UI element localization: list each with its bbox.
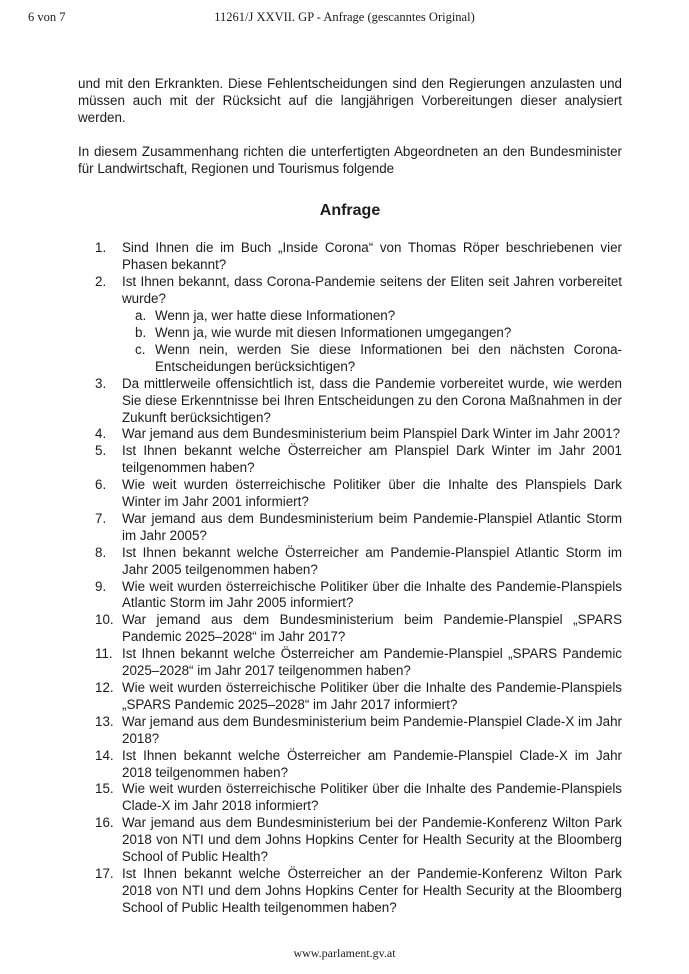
question-text: War jemand aus dem Bundesministerium beim Pandemie-Planspiel Clade-X im Jahr 2018? xyxy=(122,713,622,746)
question-number: 10. xyxy=(95,612,114,628)
page-footer xyxy=(0,946,689,961)
question-number: 11. xyxy=(95,646,113,662)
question-number: 12. xyxy=(95,680,114,695)
question-text: War jemand aus dem Bundesministerium bei der Pandemie-Konferenz Wilton Park 2018 von NTI und dem Johns Hopkins Center for Health Security at the Bloomberg School of Public Health? xyxy=(122,815,622,865)
footer-url: www.parlament.gv.at xyxy=(293,946,396,960)
question-number: 17. xyxy=(95,865,114,881)
question-item xyxy=(95,612,622,646)
document-header-title: 11261/J XXVII. GP - Anfrage (gescanntes Original) xyxy=(214,10,475,24)
question-number: 4. xyxy=(95,426,107,442)
question-text: War jemand aus dem Bundesministerium beim Pandemie-Planspiel Atlantic Storm im Jahr 2005? xyxy=(122,510,622,543)
question-text: Wie weit wurden österreichische Politiker über die Inhalte des Pandemie-Planspiels Atlantic Storm im Jahr 2005 informiert? xyxy=(122,578,622,611)
question-item xyxy=(95,866,622,917)
sub-question-item xyxy=(135,325,622,342)
question-item xyxy=(95,714,622,748)
question-number: 9. xyxy=(95,578,107,594)
question-item xyxy=(95,477,622,511)
sub-question-list xyxy=(135,308,622,376)
question-number: 13. xyxy=(95,713,114,729)
question-item xyxy=(95,781,622,815)
question-text: Ist Ihnen bekannt welche Österreicher am Pandemie-Planspiel „SPARS Pandemic 2025–2028“ im Jahr 2017 teilgenommen haben? xyxy=(122,646,622,679)
page-number: 6 von 7 xyxy=(28,10,66,24)
question-text: Ist Ihnen bekannt, dass Corona-Pandemie seitens der Eliten seit Jahren vorbereitet wurde? xyxy=(122,274,622,307)
sub-question-text: Wenn ja, wie wurde mit diesen Informationen umgegangen? xyxy=(155,324,512,340)
question-list xyxy=(78,240,622,916)
document-body xyxy=(78,76,622,917)
question-item xyxy=(95,426,622,443)
question-text: Wie weit wurden österreichische Politiker über die Inhalte des Planspiels Dark Winter im Jahr 2001 informiert? xyxy=(122,477,622,510)
question-number: 8. xyxy=(95,544,107,560)
question-text: Ist Ihnen bekannt welche Österreicher am Planspiel Dark Winter im Jahr 2001 teilgenommen haben? xyxy=(122,443,622,476)
question-number: 5. xyxy=(95,443,107,459)
question-text: War jemand aus dem Bundesministerium beim Pandemie-Planspiel „SPARS Pandemic 2025–2028“ im Jahr 2017? xyxy=(122,612,622,645)
question-item xyxy=(95,646,622,680)
question-text: Wie weit wurden österreichische Politiker über die Inhalte des Pandemie-Planspiels „SPARS Pandemic 2025–2028“ im Jahr 2017 informiert? xyxy=(122,680,622,712)
question-text: Ist Ihnen bekannt welche Österreicher am Pandemie-Planspiel Clade-X im Jahr 2018 teilgenommen haben? xyxy=(122,747,622,780)
sub-question-letter: a. xyxy=(135,308,147,324)
question-text: Da mittlerweile offensichtlich ist, dass die Pandemie vorbereitet wurde, wie werden Sie diese Erkenntnisse bei Ihren Entscheidungen zu den Corona Maßnahmen in der Zukunft berücksichtigen? xyxy=(122,375,622,425)
question-text: Wie weit wurden österreichische Politiker über die Inhalte des Pandemie-Planspiels Clade-X im Jahr 2018 informiert? xyxy=(122,781,622,814)
question-number: 14. xyxy=(95,747,114,763)
sub-question-item xyxy=(135,308,622,325)
sub-question-item xyxy=(135,342,622,376)
sub-question-letter: c. xyxy=(135,341,146,357)
question-item xyxy=(95,376,622,427)
sub-question-letter: b. xyxy=(135,324,147,340)
question-item xyxy=(95,815,622,866)
question-number: 16. xyxy=(95,815,114,831)
question-text: Ist Ihnen bekannt welche Österreicher am Pandemie-Planspiel Atlantic Storm im Jahr 2005 teilgenommen haben? xyxy=(122,544,622,577)
section-heading: Anfrage xyxy=(319,201,381,219)
question-text: War jemand aus dem Bundesministerium beim Planspiel Dark Winter im Jahr 2001? xyxy=(122,426,621,442)
question-number: 6. xyxy=(95,477,107,493)
question-item xyxy=(95,443,622,477)
question-item xyxy=(95,579,622,613)
paragraph-intro-1: und mit den Erkrankten. Diese Fehlentscheidungen sind den Regierungen anzulasten und müssen auch mit der Rücksicht auf die langjährigen Vorbereitungen dieser analysiert werden. xyxy=(78,76,622,125)
question-number: 15. xyxy=(95,781,114,797)
question-text: Sind Ihnen die im Buch „Inside Corona“ von Thomas Röper beschriebenen vier Phasen bekannt? xyxy=(122,240,622,273)
question-number: 3. xyxy=(95,375,107,391)
question-text: Ist Ihnen bekannt welche Österreicher an der Pandemie-Konferenz Wilton Park 2018 von NTI und dem Johns Hopkins Center for Health Security at the Bloomberg School of Public Health teilgenommen haben? xyxy=(122,865,622,915)
page-header xyxy=(0,10,689,28)
question-item xyxy=(95,748,622,782)
sub-question-text: Wenn nein, werden Sie diese Informationen bei den nächsten Corona-Entscheidungen berücksichtigen? xyxy=(155,341,622,374)
question-number: 7. xyxy=(95,510,107,526)
question-number: 2. xyxy=(95,274,107,290)
paragraph-intro-2: In diesem Zusammenhang richten die unterfertigten Abgeordneten an den Bundesminister für Landwirtschaft, Regionen und Tourismus folgende xyxy=(78,143,622,176)
question-item xyxy=(95,511,622,545)
question-item xyxy=(95,545,622,579)
question-item xyxy=(95,274,622,375)
question-item xyxy=(95,680,622,714)
sub-question-text: Wenn ja, wer hatte diese Informationen? xyxy=(155,308,396,324)
question-item xyxy=(95,240,622,274)
question-number: 1. xyxy=(95,240,107,256)
